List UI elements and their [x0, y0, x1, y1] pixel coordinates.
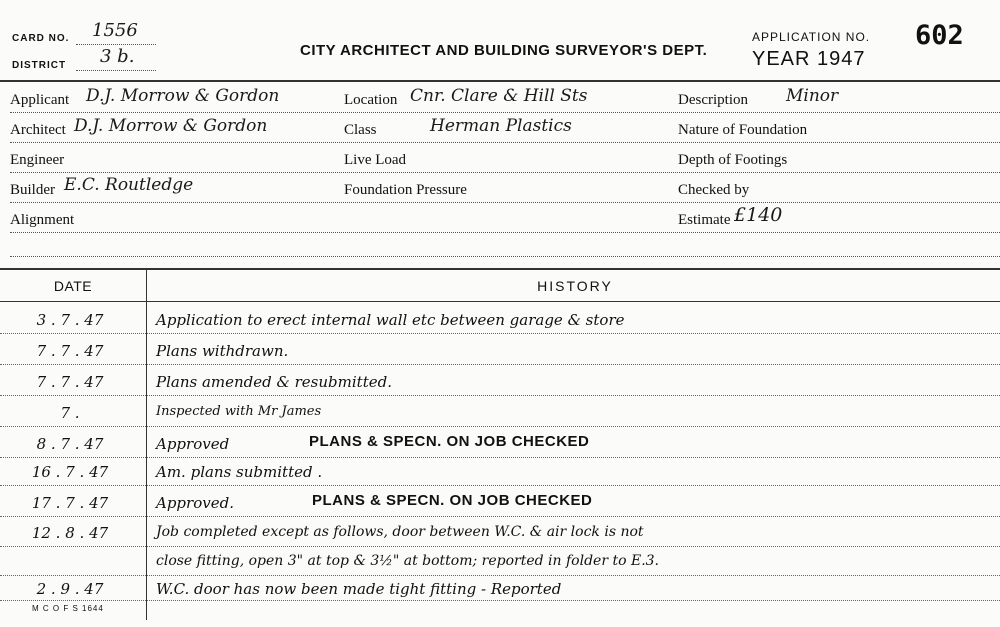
row-date: 8 . 7 . 47: [36, 435, 104, 453]
builder-value: E.C. Routledge: [64, 175, 194, 195]
row-history: W.C. door has now been made tight fitting - Reported: [156, 580, 562, 598]
row-date: 16 . 7 . 47: [31, 463, 109, 481]
location-label: Location: [344, 92, 398, 108]
row-history: Approved.: [156, 494, 234, 512]
district-value: 3 b.: [100, 46, 135, 67]
field-row-line-3: [10, 172, 1000, 173]
row-divider: [0, 575, 1000, 576]
engineer-label: Engineer: [10, 152, 65, 168]
depth-of-footings-label: Depth of Footings: [678, 152, 788, 168]
foundation-pressure-label: Foundation Pressure: [344, 182, 467, 198]
row-date: 12 . 8 . 47: [31, 524, 109, 542]
history-column-header: HISTORY: [537, 278, 613, 294]
architect-label: Architect: [10, 122, 66, 138]
row-history: close fitting, open 3" at top & 3½" at bottom; reported in folder to E.3.: [156, 553, 659, 569]
checked-by-label: Checked by: [678, 182, 750, 198]
card-no-line: [76, 44, 156, 45]
row-divider: [0, 457, 1000, 458]
approval-stamp: PLANS & SPECN. ON JOB CHECKED: [309, 433, 590, 450]
row-history: Am. plans submitted .: [156, 463, 323, 481]
year-label: YEAR 1947: [752, 48, 866, 70]
location-value: Cnr. Clare & Hill Sts: [410, 86, 588, 106]
row-date: 7 . 7 . 47: [36, 342, 104, 360]
table-top-border: [0, 268, 1000, 270]
row-date: 3 . 7 . 47: [36, 311, 104, 329]
approval-stamp: PLANS & SPECN. ON JOB CHECKED: [312, 492, 593, 509]
estimate-label: Estimate: [678, 212, 731, 228]
card-no-label: CARD NO.: [12, 33, 70, 44]
row-divider: [0, 426, 1000, 427]
row-divider: [0, 516, 1000, 517]
row-divider: [0, 364, 1000, 365]
application-no-value: 602: [915, 20, 964, 51]
row-history: Approved: [156, 435, 230, 453]
architect-value: D.J. Morrow & Gordon: [74, 116, 268, 136]
field-row-line-2: [10, 142, 1000, 143]
row-date: 7 .: [60, 404, 80, 422]
field-row-line-6: [10, 256, 1000, 257]
alignment-label: Alignment: [10, 212, 75, 228]
district-label: DISTRICT: [12, 60, 67, 71]
field-row-line-4: [10, 202, 1000, 203]
row-date: 17 . 7 . 47: [31, 494, 109, 512]
row-divider: [0, 485, 1000, 486]
row-history: Plans withdrawn.: [156, 342, 289, 360]
applicant-label: Applicant: [10, 92, 70, 108]
date-history-divider: [146, 270, 147, 620]
estimate-value: £140: [734, 204, 783, 226]
district-line: [76, 70, 156, 71]
row-divider: [0, 546, 1000, 547]
class-value: Herman Plastics: [430, 116, 572, 136]
row-history: Application to erect internal wall etc between garage & store: [156, 311, 625, 329]
class-label: Class: [344, 122, 377, 138]
row-divider: [0, 395, 1000, 396]
description-value: Minor: [786, 86, 839, 106]
row-divider: [0, 333, 1000, 334]
department-title: CITY ARCHITECT AND BUILDING SURVEYOR'S DEPT.: [300, 42, 708, 59]
live-load-label: Live Load: [344, 152, 407, 168]
field-row-line-5: [10, 232, 1000, 233]
row-date: 2 . 9 . 47: [36, 580, 104, 598]
description-label: Description: [678, 92, 748, 108]
card-no-value: 1556: [92, 20, 138, 41]
row-history: Job completed except as follows, door between W.C. & air lock is not: [156, 524, 644, 540]
table-header-divider: [0, 301, 1000, 302]
builder-label: Builder: [10, 182, 55, 198]
application-no-label: APPLICATION NO.: [752, 30, 871, 44]
header-divider: [0, 80, 1000, 82]
field-row-line-1: [10, 112, 1000, 113]
row-history: Inspected with Mr James: [156, 404, 322, 419]
row-date: 7 . 7 . 47: [36, 373, 104, 391]
date-column-header: DATE: [53, 278, 93, 294]
row-history: Plans amended & resubmitted.: [156, 373, 392, 391]
nature-of-foundation-label: Nature of Foundation: [678, 122, 808, 138]
form-code: M C O F S 1644: [32, 604, 104, 613]
row-divider: [0, 600, 1000, 601]
applicant-value: D.J. Morrow & Gordon: [86, 86, 280, 106]
